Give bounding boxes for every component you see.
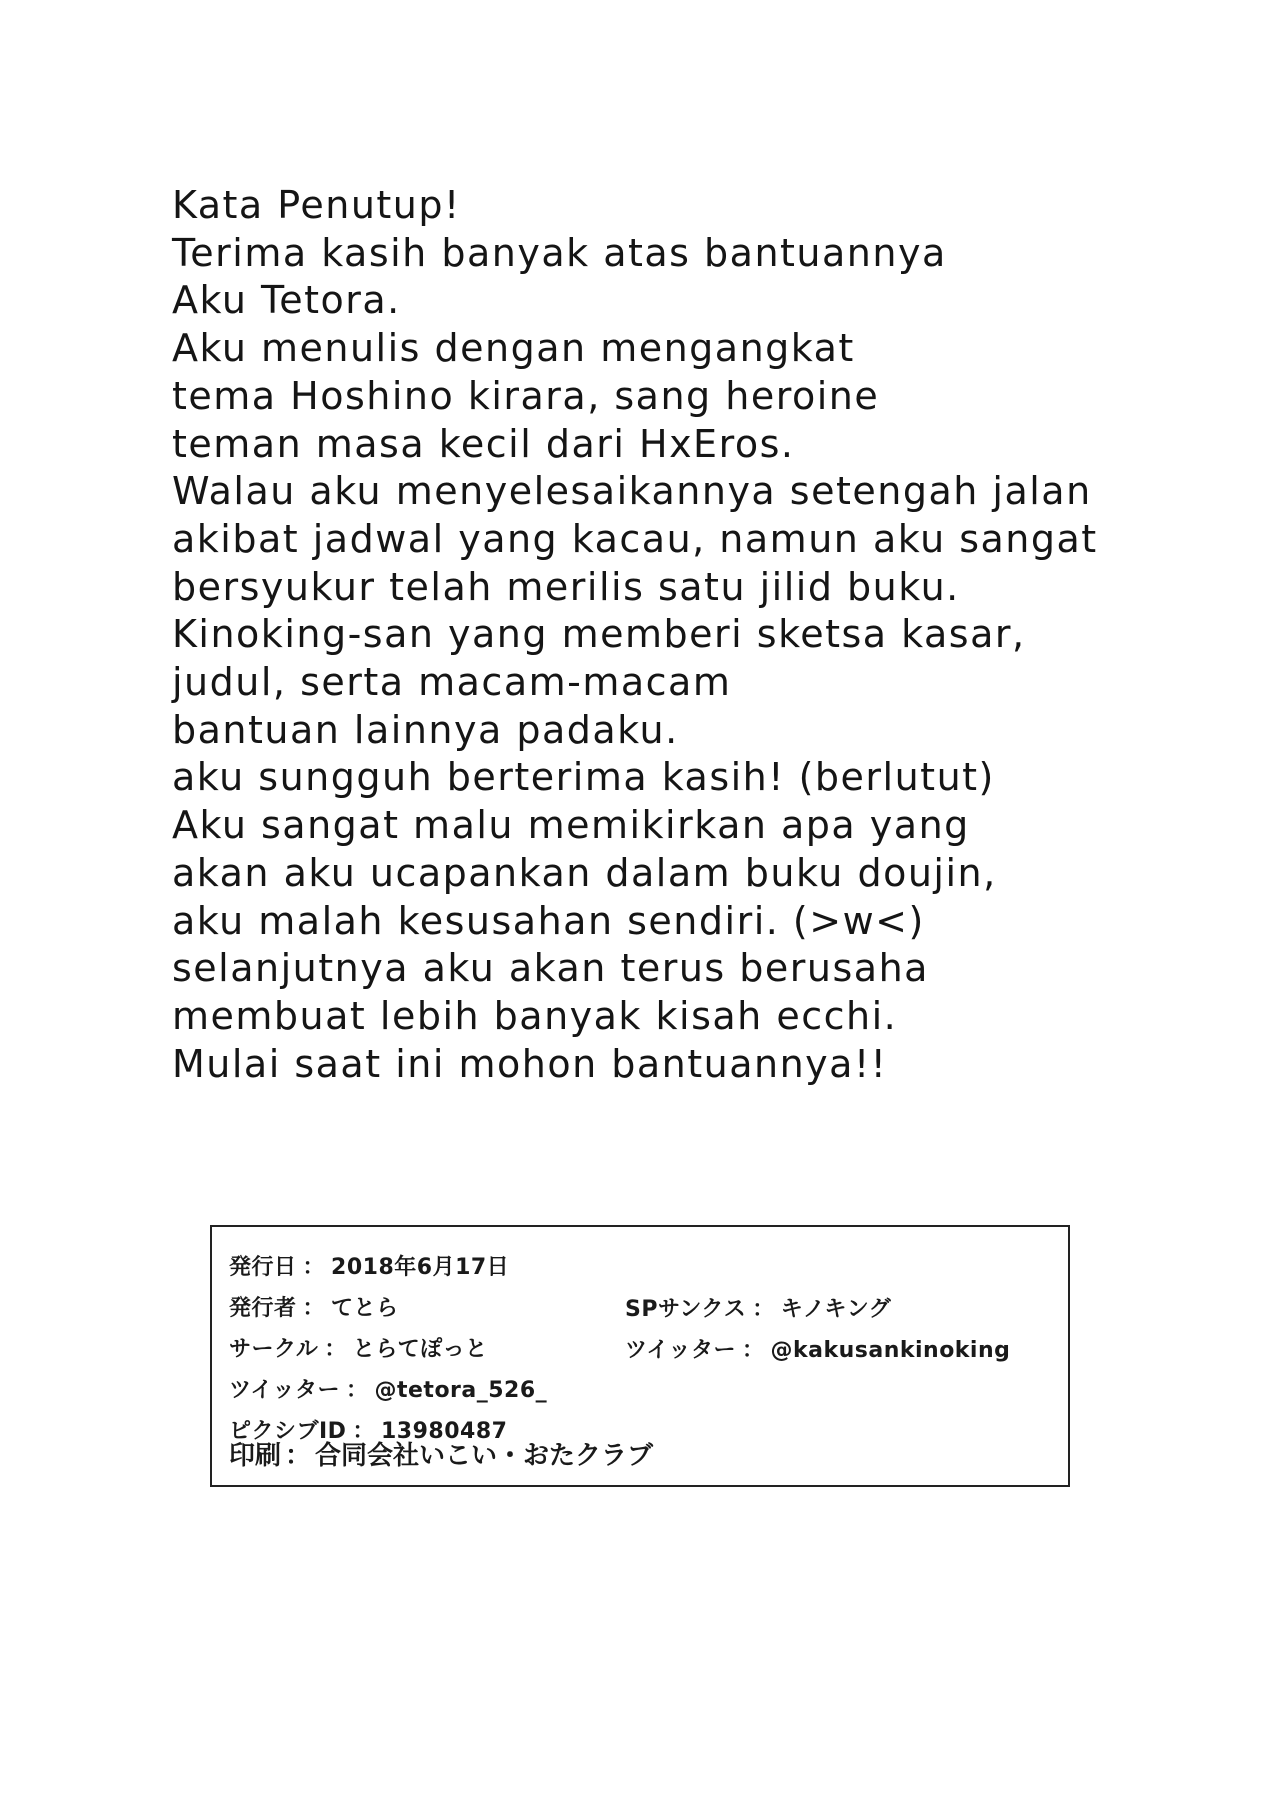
afterword-line: selanjutnya aku akan terus berusaha <box>172 946 929 991</box>
publish-date-row <box>229 1247 629 1288</box>
afterword-line: bersyukur telah merilis satu jilid buku. <box>172 564 960 609</box>
afterword-line: Kata Penutup! <box>172 183 461 227</box>
afterword-line: bantuan lainnya padaku. <box>172 707 679 752</box>
separator: ： <box>752 1297 775 1322</box>
afterword-line: aku sungguh berterima kasih! (berlutut) <box>172 755 995 800</box>
separator: ： <box>285 1441 312 1471</box>
afterword-line: membuat lebih banyak kisah ecchi. <box>172 993 898 1038</box>
colophon-left-column <box>229 1247 629 1452</box>
twitter-row <box>229 1370 629 1411</box>
publish-date-value: 2018年6月17日 <box>331 1255 510 1280</box>
publish-date-label: 発行日 <box>229 1255 297 1280</box>
thanks-twitter-label: ツイッター <box>625 1338 736 1363</box>
afterword-text <box>172 182 1182 1088</box>
special-thanks-row <box>625 1289 1065 1330</box>
afterword-line: Kinoking-san yang memberi sketsa kasar, <box>172 612 1026 657</box>
special-thanks-value: キノキング <box>780 1297 892 1322</box>
afterword-line: Aku sangat malu memikirkan apa yang <box>172 803 970 848</box>
pixiv-id-label: ピクシブID <box>229 1419 347 1444</box>
afterword-line: akibat jadwal yang kacau, namun aku sangat <box>172 516 1098 561</box>
publisher-label: 発行者 <box>229 1296 297 1321</box>
separator: ： <box>345 1378 369 1403</box>
thanks-twitter-handle: @kakusankinoking <box>770 1338 1011 1363</box>
publisher-row <box>229 1288 629 1329</box>
afterword-line: Aku menulis dengan mengangkat <box>172 326 855 371</box>
colophon-right-column <box>625 1289 1065 1371</box>
afterword-line: akan aku ucapankan dalam buku doujin, <box>172 850 997 895</box>
afterword-line: teman masa kecil dari HxEros. <box>172 421 795 466</box>
twitter-label: ツイッター <box>229 1378 340 1403</box>
afterword-line: aku malah kesusahan sendiri. (>w<) <box>172 898 925 943</box>
separator: ： <box>302 1255 326 1280</box>
thanks-twitter-row <box>625 1330 1065 1371</box>
twitter-handle: @tetora_526_ <box>374 1378 548 1403</box>
afterword-line: judul, serta macam-macam <box>172 660 732 705</box>
separator: ： <box>324 1337 347 1362</box>
circle-row <box>229 1329 629 1370</box>
pixiv-id-value: 13980487 <box>380 1419 508 1444</box>
special-thanks-label: SPサンクス <box>625 1297 747 1322</box>
colophon-box <box>210 1225 1070 1487</box>
printer-value: 合同会社いこい・おたクラブ <box>315 1441 654 1471</box>
afterword-line: tema Hoshino kirara, sang heroine <box>172 373 880 418</box>
afterword-line: Walau aku menyelesaikannya setengah jalan <box>172 469 1092 514</box>
afterword-line: Terima kasih banyak atas bantuannya <box>172 230 947 275</box>
circle-value: とらてぽっと <box>352 1337 488 1362</box>
separator: ： <box>352 1419 375 1444</box>
publisher-value: てとら <box>331 1296 399 1321</box>
afterword-line: Mulai saat ini mohon bantuannya!! <box>172 1041 888 1086</box>
separator: ： <box>302 1296 326 1321</box>
printer-label: 印刷 <box>229 1441 282 1471</box>
printer-row <box>229 1435 653 1477</box>
afterword-line: Aku Tetora. <box>172 278 401 323</box>
separator: ： <box>741 1338 765 1363</box>
circle-label: サークル <box>229 1337 319 1362</box>
